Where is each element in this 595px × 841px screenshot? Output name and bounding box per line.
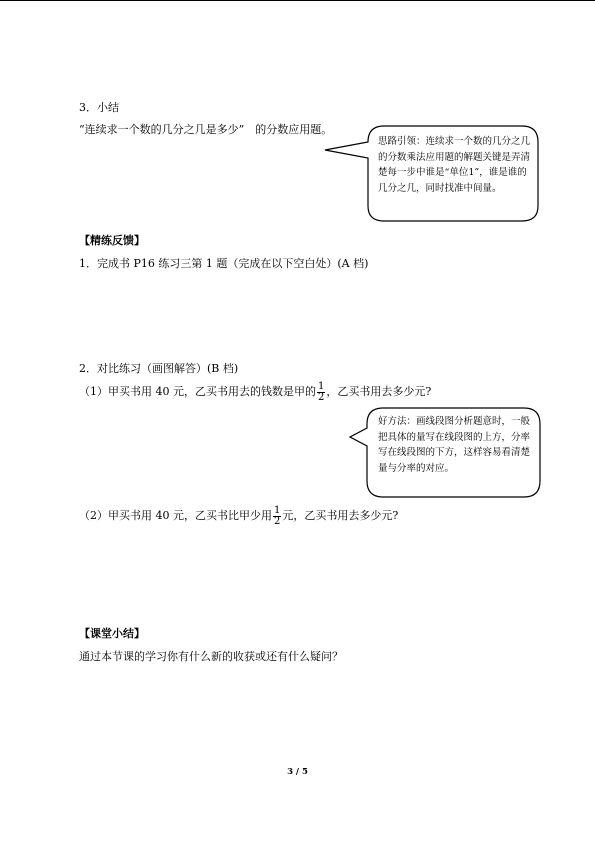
section3-summary: “连续求一个数的几分之几是多少” 的分数应用题。 bbox=[79, 123, 333, 136]
fraction-denominator: 2 bbox=[274, 515, 281, 527]
fraction-numerator: 1 bbox=[274, 504, 281, 516]
q2-2-text-after: 元，乙买书用去多少元? bbox=[282, 509, 399, 522]
q2-2-text-before: （2）甲买书用 40 元，乙买书比甲少用 bbox=[79, 509, 272, 522]
fraction-denominator: 2 bbox=[318, 391, 325, 403]
q2-1-text-after: ，乙买书用去多少元? bbox=[326, 385, 432, 398]
practice-q1: 1．完成书 P16 练习三第 1 题（完成在以下空白处）(A 档) bbox=[79, 257, 369, 270]
practice-q2-heading: 2．对比练习（画图解答）(B 档) bbox=[79, 362, 239, 375]
page-number: 3 / 5 bbox=[287, 767, 308, 777]
tip2-text: 好方法：画线段图分析题意时，一般把具体的量写在线段图的上方，分率写在线段图的下方，这样容易看清楚量与分率的对应。 bbox=[378, 416, 531, 474]
fraction-one-half bbox=[317, 382, 325, 403]
practice-q2-1 bbox=[79, 381, 431, 403]
section3-heading: 3．小结 bbox=[79, 101, 119, 114]
tip1-text: 思路引领：连续求一个数的几分之几的分数乘法应用题的解题关键是弄清楚每一步中谁是“单位1”，谁是谁的几分之几，同时找准中间量。 bbox=[378, 136, 531, 194]
fraction-numerator: 1 bbox=[318, 380, 325, 392]
practice-q2-2 bbox=[79, 505, 398, 527]
q2-1-text-before: （1）甲买书用 40 元，乙买书用去的钱数是甲的 bbox=[79, 385, 316, 398]
practice-heading: 【精练反馈】 bbox=[79, 234, 145, 247]
class-summary-heading: 【课堂小结】 bbox=[79, 627, 145, 640]
class-summary-prompt: 通过本节课的学习你有什么新的收获或还有什么疑问？ bbox=[79, 650, 343, 663]
fraction-one-half bbox=[273, 506, 281, 527]
